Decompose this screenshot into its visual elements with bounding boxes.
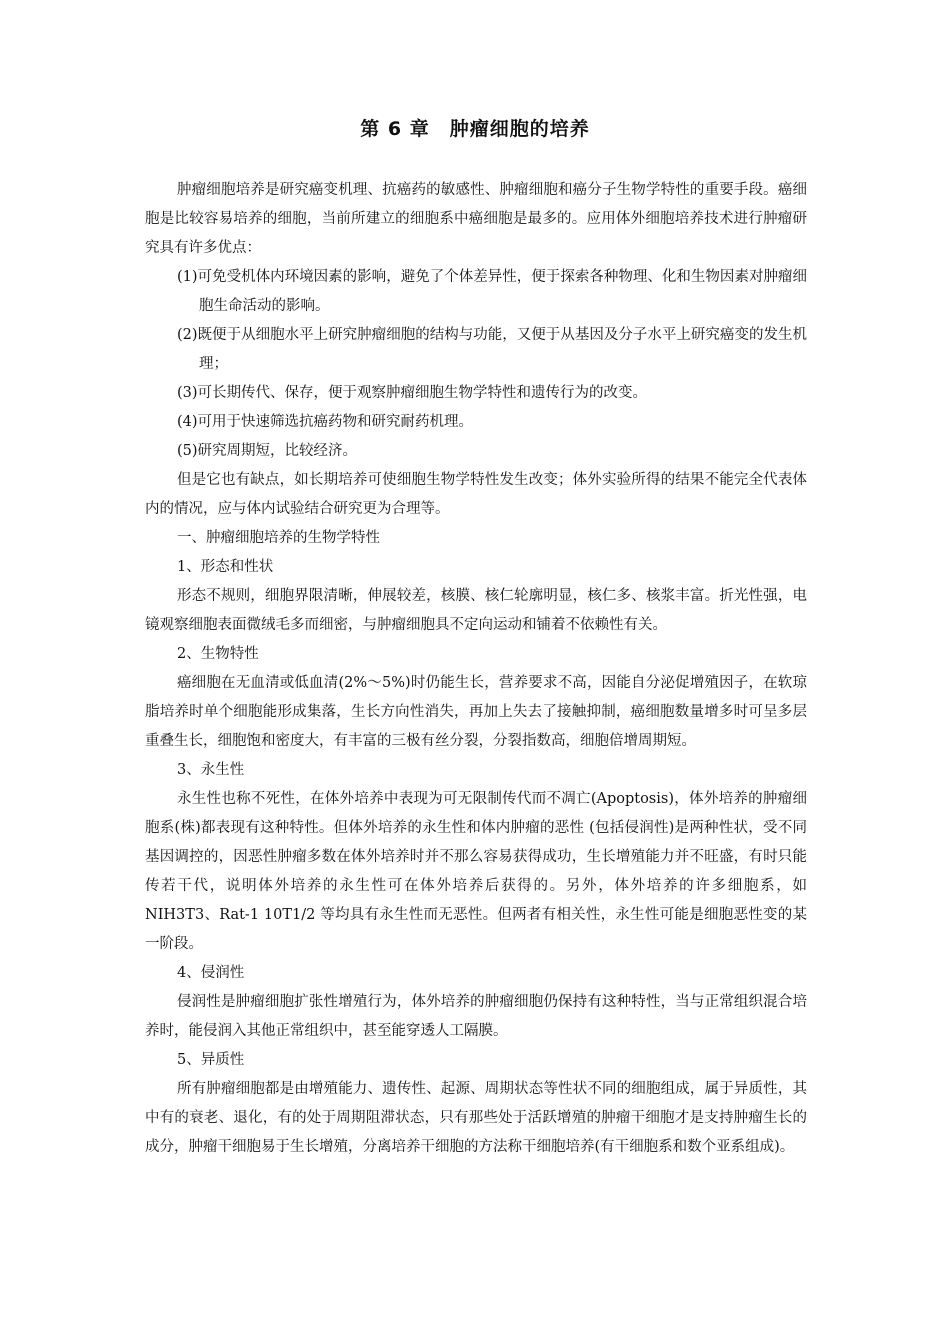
drawback-paragraph: 但是它也有缺点，如长期培养可使细胞生物学特性发生改变；体外实验所得的结果不能完全代表体内的情况，应与体内试验结合研究更为合理等。 (145, 472, 807, 517)
subheading: 3、永生性 (177, 762, 245, 778)
list-item: (1)可免受机体内环境因素的影响，避免了个体差异性，便于探索各种物理、化和生物因素对肿瘤细胞生命活动的影响。 (177, 269, 807, 314)
subheading: 5、异质性 (177, 1052, 245, 1068)
paragraph: 所有肿瘤细胞都是由增殖能力、遗传性、起源、周期状态等性状不同的细胞组成，属于异质性，其中有的衰老、退化，有的处于周期阻滞状态，只有那些处于活跃增殖的肿瘤干细胞才是支持肿瘤生长的成分，肿瘤干细胞易于生长增殖，分离培养干细胞的方法称干细胞培养(有干细胞系和数个亚系组成)。 (145, 1081, 807, 1155)
paragraph: 癌细胞在无血清或低血清(2%～5%)时仍能生长，营养要求不高，因能自分泌促增殖因子，在软琼脂培养时单个细胞能形成集落，生长方向性消失，再加上失去了接触抑制，癌细胞数量增多时可呈多层重叠生长，细胞饱和密度大，有丰富的三极有丝分裂，分裂指数高，细胞倍增周期短。 (145, 675, 807, 749)
paragraph: 侵润性是肿瘤细胞扩张性增殖行为，体外培养的肿瘤细胞仍保持有这种特性，当与正常组织混合培养时，能侵润入其他正常组织中，甚至能穿透人工隔膜。 (145, 994, 807, 1039)
section-heading: 一、肿瘤细胞培养的生物学特性 (177, 530, 380, 546)
subheading: 4、侵润性 (177, 965, 245, 981)
list-item: (4)可用于快速筛选抗癌药物和研究耐药机理。 (177, 414, 474, 430)
chapter-title: 第 6 章 肿瘤细胞的培养 (360, 118, 590, 140)
list-item: (2)既便于从细胞水平上研究肿瘤细胞的结构与功能，又便于从基因及分子水平上研究癌变的发生机理； (177, 327, 807, 372)
intro-paragraph: 肿瘤细胞培养是研究癌变机理、抗癌药的敏感性、肿瘤细胞和癌分子生物学特性的重要手段。癌细胞是比较容易培养的细胞，当前所建立的细胞系中癌细胞是最多的。应用体外细胞培养技术进行肿瘤研究具有许多优点： (145, 182, 807, 256)
list-item: (3)可长期传代、保存，便于观察肿瘤细胞生物学特性和遗传行为的改变。 (177, 385, 648, 401)
list-item: (5)研究周期短，比较经济。 (177, 443, 358, 459)
paragraph: 形态不规则，细胞界限清晰，伸展较差，核膜、核仁轮廓明显，核仁多、核浆丰富。折光性强，电镜观察细胞表面微绒毛多而细密，与肿瘤细胞具不定向运动和铺着不依赖性有关。 (145, 588, 807, 633)
subheading: 1、形态和性状 (177, 559, 274, 575)
paragraph: 永生性也称不死性，在体外培养中表现为可无限制传代而不凋亡(Apoptosis)，体外培养的肿瘤细胞系(株)都表现有这种特性。但体外培养的永生性和体内肿瘤的恶性 (包括侵润性)是两种性状，受不同基因调控的，因恶性肿瘤多数在体外培养时并不那么容易获得成功，生长增殖能力并不旺盛，有时只能传若干代，说明体外培养的永生性可在体外培养后获得的。另外，体外培养的许多细胞系，如 NIH3T3、Rat-1 10T1/2 等均具有永生性而无恶性。但两者有相关性，永生性可能是细胞恶性变的某一阶段。 (145, 791, 807, 952)
document-body (145, 176, 807, 1162)
subheading: 2、生物特性 (177, 646, 259, 662)
